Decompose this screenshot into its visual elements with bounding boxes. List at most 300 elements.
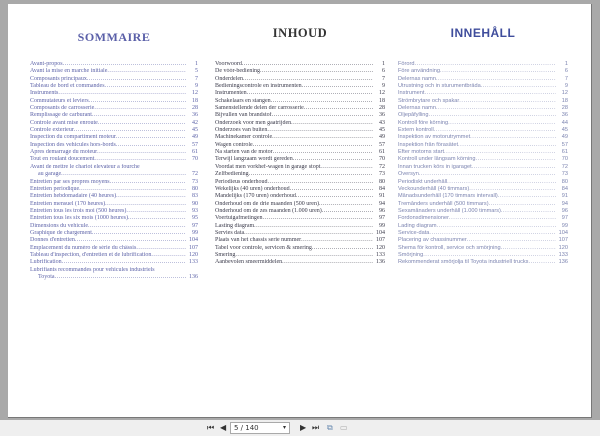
toc-entry[interactable] bbox=[30, 112, 198, 119]
toc-entry-page: 104 bbox=[376, 229, 385, 236]
toc-entry-page: 7 bbox=[564, 75, 568, 82]
toc-entry-page: 72 bbox=[379, 163, 385, 170]
toc-entry-page: 61 bbox=[192, 149, 198, 156]
toc-entry-label: Voordat men vorkhef-wagen in garage stopt bbox=[215, 163, 321, 170]
toc-entry-label: Entretien periodique bbox=[30, 185, 80, 192]
toc-entry[interactable] bbox=[215, 156, 385, 163]
toc-entry-page: 28 bbox=[561, 105, 568, 112]
toc-entry-page: 94 bbox=[561, 200, 568, 207]
toc-entry-page: 18 bbox=[379, 97, 385, 104]
toc-entry[interactable] bbox=[398, 156, 568, 163]
dot-leader bbox=[440, 68, 556, 75]
toc-entry[interactable] bbox=[398, 252, 568, 259]
toc-entry-label: Efter motorns start bbox=[398, 149, 445, 156]
toc-entry-label: Voertuigafmetingen bbox=[215, 215, 263, 222]
dot-leader bbox=[247, 90, 373, 97]
dot-leader bbox=[447, 179, 556, 186]
sommaire-title: SOMMAIRE bbox=[77, 30, 151, 44]
toc-entry[interactable] bbox=[30, 215, 198, 222]
dot-leader bbox=[243, 76, 373, 83]
toc-entry-label: Entretien mensuel (170 heures) bbox=[30, 200, 106, 207]
document-page bbox=[8, 4, 592, 418]
dot-leader bbox=[304, 105, 373, 112]
toc-entry-label: Commutateurs et leviers bbox=[30, 97, 89, 104]
dot-leader bbox=[126, 208, 186, 215]
dot-leader bbox=[296, 193, 373, 200]
toc-entry-page: 73 bbox=[561, 171, 568, 178]
toc-entry-page: 57 bbox=[379, 141, 385, 148]
toc-entry-page: 18 bbox=[192, 97, 198, 104]
previous-page-icon[interactable]: ◀ bbox=[220, 423, 227, 432]
toc-entry-label: Voorwoord bbox=[215, 61, 242, 67]
toc-entry-label: Tableau d'inspection, d'entretien et de lubrification bbox=[30, 251, 152, 258]
toc-entry[interactable] bbox=[30, 186, 198, 193]
toc-entry-page: 36 bbox=[379, 112, 385, 119]
toc-entry[interactable] bbox=[30, 142, 198, 149]
toc-entry-page: 84 bbox=[561, 185, 568, 192]
toc-entry-page: 28 bbox=[379, 105, 385, 112]
dot-leader bbox=[481, 83, 556, 90]
toc-entry[interactable] bbox=[215, 215, 385, 222]
toc-entry-page: 133 bbox=[189, 259, 198, 266]
toc-entry-page: 133 bbox=[376, 251, 385, 258]
toc-entry[interactable] bbox=[30, 120, 198, 127]
toc-entry-label: Före användning bbox=[398, 68, 440, 75]
dot-leader bbox=[105, 201, 186, 208]
toc-entry-label: Entretien tous les six mois (1000 heures) bbox=[30, 215, 128, 222]
toc-entry[interactable] bbox=[398, 237, 568, 244]
dot-leader bbox=[244, 230, 373, 237]
dot-leader bbox=[249, 171, 373, 178]
toc-entry-label: Wekelijks (40 uren) onderhoud bbox=[215, 185, 290, 192]
toc-entry[interactable] bbox=[215, 149, 385, 156]
dot-leader bbox=[419, 171, 556, 178]
toc-entry-page: 84 bbox=[379, 185, 385, 192]
dot-leader bbox=[271, 98, 373, 105]
toc-entry[interactable] bbox=[30, 68, 198, 75]
toc-entry-label: Donnes d'entretien bbox=[30, 237, 75, 244]
dot-leader bbox=[92, 230, 186, 237]
toc-entry-label: Fordonsdimensioner bbox=[398, 215, 449, 222]
toc-entry-label: Tabel voor controle, servicen & smering bbox=[215, 244, 312, 251]
next-page-icon[interactable]: ▶ bbox=[300, 423, 307, 432]
toc-entry-label: Samenstellende delen der carrosserie bbox=[215, 105, 304, 112]
toc-entry-page: 136 bbox=[376, 259, 385, 266]
toc-entry[interactable] bbox=[30, 134, 198, 141]
toc-entry-label: Onderhoud om de drie maanden (500 uren) bbox=[215, 200, 319, 207]
toc-entry[interactable] bbox=[215, 76, 385, 83]
toc-entry[interactable] bbox=[30, 230, 198, 237]
toc-entry-label: Lubrifiants recommandes pour vehicules industriels bbox=[30, 266, 155, 273]
dot-leader bbox=[62, 259, 186, 266]
toc-entry-label: Periodieus onderhoud bbox=[215, 178, 268, 185]
toc-entry-page: 6 bbox=[564, 68, 568, 75]
page-number-value: 5 / 140 bbox=[234, 424, 259, 432]
toc-entry-page: 99 bbox=[561, 222, 568, 229]
toc-entry-label: Utrustning och in sturumentbräda bbox=[398, 83, 481, 90]
dot-leader bbox=[448, 120, 556, 127]
dot-leader bbox=[319, 201, 373, 208]
toc-entry-label: Dimensions du vehicule bbox=[30, 222, 88, 229]
dot-leader bbox=[242, 61, 373, 68]
toc-entry-label: Entretien par ses propres moyens bbox=[30, 178, 110, 185]
toc-entry-label: Onderzoes van buiten bbox=[215, 127, 268, 134]
toc-entry[interactable] bbox=[398, 112, 568, 119]
toc-entry-page: 45 bbox=[561, 127, 568, 134]
last-page-icon[interactable]: ⏭ bbox=[312, 423, 320, 432]
toc-entry-label: Extern kontroll bbox=[398, 127, 434, 134]
toc-entry[interactable] bbox=[30, 223, 198, 230]
toc-entry-page: 95 bbox=[192, 215, 198, 222]
toc-entry-label: Bedieningscontrole en instrumenten bbox=[215, 83, 302, 90]
toc-entry[interactable] bbox=[30, 245, 198, 252]
dot-leader bbox=[423, 252, 556, 259]
toc-entry[interactable] bbox=[30, 201, 198, 208]
toc-entry-label: Na starten van de motor bbox=[215, 149, 273, 156]
toc-entry-label: Controle exterieur bbox=[30, 127, 74, 134]
toc-entry-page: 72 bbox=[192, 171, 198, 178]
dropdown-arrow-icon[interactable]: ▾ bbox=[282, 424, 286, 431]
dot-leader bbox=[110, 179, 186, 186]
dot-leader bbox=[88, 223, 186, 230]
toc-entry-page: 18 bbox=[561, 97, 568, 104]
toc-entry-label: Shema för kontroll, service och smörjning bbox=[398, 244, 501, 251]
toc-entry-label: Smering bbox=[215, 251, 236, 258]
toc-entry[interactable] bbox=[215, 83, 385, 90]
toc-entry-page: 136 bbox=[558, 259, 568, 266]
dot-leader bbox=[94, 105, 186, 112]
toc-entry[interactable] bbox=[398, 193, 568, 200]
dot-leader bbox=[414, 61, 556, 68]
sommaire-toc bbox=[30, 61, 198, 281]
dot-leader bbox=[74, 127, 186, 134]
toc-entry-label: Wagen controle bbox=[215, 141, 253, 148]
toc-entry-label: Inspection du compartiment moteur bbox=[30, 134, 116, 141]
dot-leader bbox=[290, 186, 373, 193]
toc-entry[interactable] bbox=[30, 83, 198, 90]
toc-entry-page: 49 bbox=[192, 134, 198, 141]
toc-entry[interactable] bbox=[30, 193, 198, 200]
toc-entry-label: Instrument bbox=[398, 90, 425, 97]
toc-entry[interactable] bbox=[30, 171, 198, 178]
toc-entry-label: Entretien hebdomadaire (40 heures) bbox=[30, 193, 117, 200]
toc-entry[interactable] bbox=[398, 142, 568, 149]
toc-entry-page: 45 bbox=[379, 127, 385, 134]
toc-entry-page: 107 bbox=[376, 237, 385, 244]
toc-entry-label: Månadsunderhåll (170 timmars intervall) bbox=[398, 193, 498, 200]
toc-entry-page: 42 bbox=[192, 119, 198, 126]
toc-entry[interactable] bbox=[398, 208, 568, 215]
toc-entry-page: 7 bbox=[195, 75, 198, 82]
toc-entry-page: 120 bbox=[558, 244, 568, 251]
dot-leader bbox=[116, 142, 186, 149]
toc-entry[interactable] bbox=[215, 127, 385, 134]
toc-entry-label: Översyn bbox=[398, 171, 419, 178]
toc-entry-label: Terwijl langzaam wordt gereden bbox=[215, 156, 293, 163]
innehall-title: INNEHÅLL bbox=[450, 26, 516, 40]
copy-icon[interactable]: ⧉ bbox=[327, 423, 333, 432]
toc-entry-label: Lading diagram bbox=[398, 222, 437, 229]
toc-entry[interactable] bbox=[30, 105, 198, 112]
toc-entry-page: 80 bbox=[192, 185, 198, 192]
toc-entry[interactable] bbox=[398, 149, 568, 156]
toc-entry-label: Graphique de chargement bbox=[30, 229, 92, 236]
toc-entry-page: 136 bbox=[189, 273, 198, 280]
toc-entry-page: 43 bbox=[379, 119, 385, 126]
toc-entry[interactable] bbox=[398, 98, 568, 105]
dot-leader bbox=[116, 193, 186, 200]
toc-entry-page: 80 bbox=[561, 178, 568, 185]
toc-entry[interactable] bbox=[398, 171, 568, 178]
toc-entry-page: 49 bbox=[561, 134, 568, 141]
toc-entry[interactable] bbox=[398, 259, 568, 266]
toc-entry-page: 1 bbox=[195, 61, 198, 67]
toc-entry[interactable] bbox=[215, 237, 385, 244]
dot-leader bbox=[312, 245, 373, 252]
dot-leader bbox=[498, 193, 556, 200]
dot-leader bbox=[424, 90, 556, 97]
toc-entry-label: Delernas namn bbox=[398, 105, 436, 112]
toc-entry-label: Tout en roulant doucement bbox=[30, 156, 95, 163]
toc-entry-label: Inspection des vehicules hors-bords bbox=[30, 141, 116, 148]
toc-entry-page: 97 bbox=[192, 222, 198, 229]
toc-entry-label: Oljepåfylling bbox=[398, 112, 429, 119]
dot-leader bbox=[107, 68, 186, 75]
toc-entry-label: Service-data bbox=[398, 229, 430, 236]
toc-entry-label: Tremånders underhåll (500 timmars) bbox=[398, 200, 489, 207]
toc-entry-page: 57 bbox=[561, 141, 568, 148]
toc-entry-label: Förord bbox=[398, 61, 415, 67]
toc-entry[interactable] bbox=[398, 215, 568, 222]
toc-entry[interactable] bbox=[215, 68, 385, 75]
dot-leader bbox=[444, 149, 556, 156]
toc-entry-page: 91 bbox=[379, 193, 385, 200]
toc-entry-label: Kontroll under långsam körning bbox=[398, 156, 476, 163]
toc-entry-page: 9 bbox=[564, 83, 568, 90]
toc-entry-page: 83 bbox=[192, 193, 198, 200]
toc-entry[interactable] bbox=[215, 120, 385, 127]
dot-leader bbox=[235, 252, 373, 259]
toc-entry[interactable] bbox=[30, 252, 198, 259]
toc-entry[interactable] bbox=[398, 223, 568, 230]
toc-entry[interactable] bbox=[30, 267, 198, 274]
toc-entry[interactable] bbox=[215, 164, 385, 171]
toc-entry-page: 6 bbox=[382, 68, 385, 75]
toc-entry[interactable] bbox=[215, 230, 385, 237]
toc-entry-label: Zelfbediening bbox=[215, 171, 249, 178]
toc-entry-page: 5 bbox=[195, 68, 198, 75]
toc-entry[interactable] bbox=[215, 90, 385, 97]
toc-entry-page: 120 bbox=[189, 251, 198, 258]
dot-leader bbox=[55, 274, 186, 281]
dot-leader bbox=[75, 237, 186, 244]
toc-entry-page: 12 bbox=[561, 90, 568, 97]
dot-leader bbox=[268, 179, 374, 186]
toc-entry-page: 107 bbox=[558, 237, 568, 244]
dot-leader bbox=[436, 76, 556, 83]
toc-entry-label: Composants de carrosserie bbox=[30, 105, 95, 112]
toc-entry[interactable] bbox=[30, 156, 198, 163]
paste-icon[interactable]: ▭ bbox=[340, 423, 348, 432]
toc-entry[interactable] bbox=[30, 164, 198, 171]
toc-entry[interactable] bbox=[398, 90, 568, 97]
toc-entry-page: 94 bbox=[379, 200, 385, 207]
dot-leader bbox=[472, 164, 556, 171]
toc-entry-label: Onderdelen bbox=[215, 75, 243, 82]
dot-leader bbox=[475, 156, 556, 163]
toc-entry-page: 73 bbox=[379, 171, 385, 178]
toc-entry-label: Strömbrytare och spakar bbox=[398, 97, 460, 104]
toc-entry-page: 49 bbox=[379, 134, 385, 141]
toc-entry-label: Kontroll före körning bbox=[398, 119, 449, 126]
toc-entry[interactable] bbox=[398, 179, 568, 186]
dot-leader bbox=[61, 171, 186, 178]
toc-entry[interactable] bbox=[30, 98, 198, 105]
toc-entry[interactable] bbox=[398, 245, 568, 252]
toc-entry-page: 104 bbox=[558, 229, 568, 236]
toc-entry[interactable] bbox=[398, 61, 568, 68]
toc-entry-page: 97 bbox=[561, 215, 568, 222]
toc-entry[interactable] bbox=[215, 112, 385, 119]
toc-entry[interactable] bbox=[30, 179, 198, 186]
dot-leader bbox=[272, 134, 373, 141]
dot-leader bbox=[58, 90, 186, 97]
toc-entry[interactable] bbox=[215, 186, 385, 193]
toc-entry-page: 120 bbox=[376, 244, 385, 251]
toc-entry-page: 70 bbox=[192, 156, 198, 163]
toc-entry-page: 12 bbox=[379, 90, 385, 97]
toc-entry[interactable] bbox=[215, 259, 385, 266]
toc-entry-page: 12 bbox=[192, 90, 198, 97]
dot-leader bbox=[302, 83, 373, 90]
dot-leader bbox=[94, 156, 186, 163]
toc-entry-label: Plaats van het chassis serie nummer bbox=[215, 237, 302, 244]
toc-entry-label: Bijvullen van brandstof bbox=[215, 112, 272, 119]
dot-leader bbox=[63, 61, 186, 68]
dot-leader bbox=[449, 215, 556, 222]
toc-entry[interactable] bbox=[215, 208, 385, 215]
toc-entry[interactable] bbox=[398, 105, 568, 112]
toc-entry-page: 61 bbox=[379, 149, 385, 156]
dot-leader bbox=[105, 83, 186, 90]
toc-entry-label: Servies data bbox=[215, 229, 245, 236]
toc-entry[interactable] bbox=[398, 134, 568, 141]
toc-entry-label: Entretien tous les trois moi (500 heures) bbox=[30, 207, 127, 214]
toc-entry[interactable] bbox=[30, 127, 198, 134]
dot-leader bbox=[459, 98, 556, 105]
dot-leader bbox=[301, 237, 373, 244]
toc-entry[interactable] bbox=[215, 223, 385, 230]
toc-entry-page: 96 bbox=[561, 207, 568, 214]
toc-entry-page: 36 bbox=[561, 112, 568, 119]
dot-leader bbox=[267, 127, 373, 134]
toc-entry-page: 99 bbox=[379, 222, 385, 229]
dot-leader bbox=[282, 259, 373, 266]
toc-entry[interactable] bbox=[398, 83, 568, 90]
toc-entry[interactable] bbox=[30, 61, 198, 68]
toc-entry-page: 44 bbox=[561, 119, 568, 126]
toc-entry-label: Tableau de bord et commandes bbox=[30, 83, 105, 90]
toc-entry[interactable] bbox=[398, 186, 568, 193]
toc-entry-label: Emplacement du numéro de série du châssis bbox=[30, 244, 137, 251]
toc-entry[interactable] bbox=[398, 127, 568, 134]
toc-entry-label: Schakelaars en stangen bbox=[215, 97, 271, 104]
toc-entry[interactable] bbox=[30, 76, 198, 83]
toc-entry-page: 9 bbox=[195, 83, 198, 90]
toc-entry[interactable] bbox=[215, 61, 385, 68]
toc-entry[interactable] bbox=[398, 201, 568, 208]
dot-leader bbox=[291, 120, 373, 127]
toc-entry-label: Controle avant mise enroute bbox=[30, 119, 98, 126]
toc-entry-page: 57 bbox=[192, 141, 198, 148]
toc-entry-label: Innan trucken körs in igaraget bbox=[398, 163, 472, 170]
toc-entry-label: Lasting diagram bbox=[215, 222, 255, 229]
toc-entry[interactable] bbox=[215, 105, 385, 112]
toc-entry-label: Instrumenten bbox=[215, 90, 247, 97]
dot-leader bbox=[437, 223, 556, 230]
toc-entry[interactable] bbox=[30, 90, 198, 97]
dot-leader bbox=[87, 76, 186, 83]
toc-entry-label: Avant la mise en marche initiale bbox=[30, 68, 108, 75]
dot-leader bbox=[470, 134, 556, 141]
toc-entry[interactable] bbox=[398, 164, 568, 171]
toc-entry[interactable] bbox=[398, 76, 568, 83]
dot-leader bbox=[293, 156, 373, 163]
toc-entry[interactable] bbox=[30, 274, 198, 281]
toc-entry-label: Veckounderhåll (40 timmars) bbox=[398, 185, 470, 192]
toc-entry-label: De vóór-bediening bbox=[215, 68, 261, 75]
inhoud-toc bbox=[215, 61, 385, 267]
dot-leader bbox=[254, 223, 373, 230]
toc-entry[interactable] bbox=[30, 208, 198, 215]
toc-entry[interactable] bbox=[215, 134, 385, 141]
toc-entry[interactable] bbox=[398, 120, 568, 127]
toc-entry-label: Aanbevolen smeermiddelen bbox=[215, 259, 283, 266]
toc-entry[interactable] bbox=[215, 142, 385, 149]
dot-leader bbox=[428, 112, 556, 119]
toc-entry-label: Toyota bbox=[38, 273, 55, 280]
dot-leader bbox=[263, 215, 373, 222]
toc-entry[interactable] bbox=[30, 237, 198, 244]
toc-entry[interactable] bbox=[398, 68, 568, 75]
toc-entry[interactable] bbox=[30, 149, 198, 156]
toc-entry-label: Instruments bbox=[30, 90, 59, 97]
toc-entry[interactable] bbox=[215, 171, 385, 178]
toc-entry-page: 93 bbox=[192, 207, 198, 214]
toc-entry[interactable] bbox=[398, 230, 568, 237]
dot-leader bbox=[434, 127, 556, 134]
pdf-toolbar bbox=[0, 420, 600, 436]
toc-entry[interactable] bbox=[215, 193, 385, 200]
page-number-input[interactable] bbox=[230, 422, 290, 434]
toc-entry-page: 70 bbox=[561, 156, 568, 163]
dot-leader bbox=[98, 120, 186, 127]
toc-entry[interactable] bbox=[30, 259, 198, 266]
toc-entry[interactable] bbox=[215, 252, 385, 259]
dot-leader bbox=[436, 105, 556, 112]
dot-leader bbox=[89, 98, 186, 105]
toc-entry-page: 73 bbox=[192, 178, 198, 185]
toc-entry-label: Periodiskt underhåll bbox=[398, 178, 448, 185]
toc-entry[interactable] bbox=[215, 201, 385, 208]
dot-leader bbox=[272, 112, 373, 119]
first-page-icon[interactable]: ⏮ bbox=[207, 423, 215, 432]
toc-entry[interactable] bbox=[215, 179, 385, 186]
toc-entry[interactable] bbox=[215, 98, 385, 105]
toc-entry[interactable] bbox=[215, 245, 385, 252]
dot-leader bbox=[458, 142, 556, 149]
toc-entry-label: Avant de mettre le chariot elevateur a fourche bbox=[30, 163, 140, 170]
